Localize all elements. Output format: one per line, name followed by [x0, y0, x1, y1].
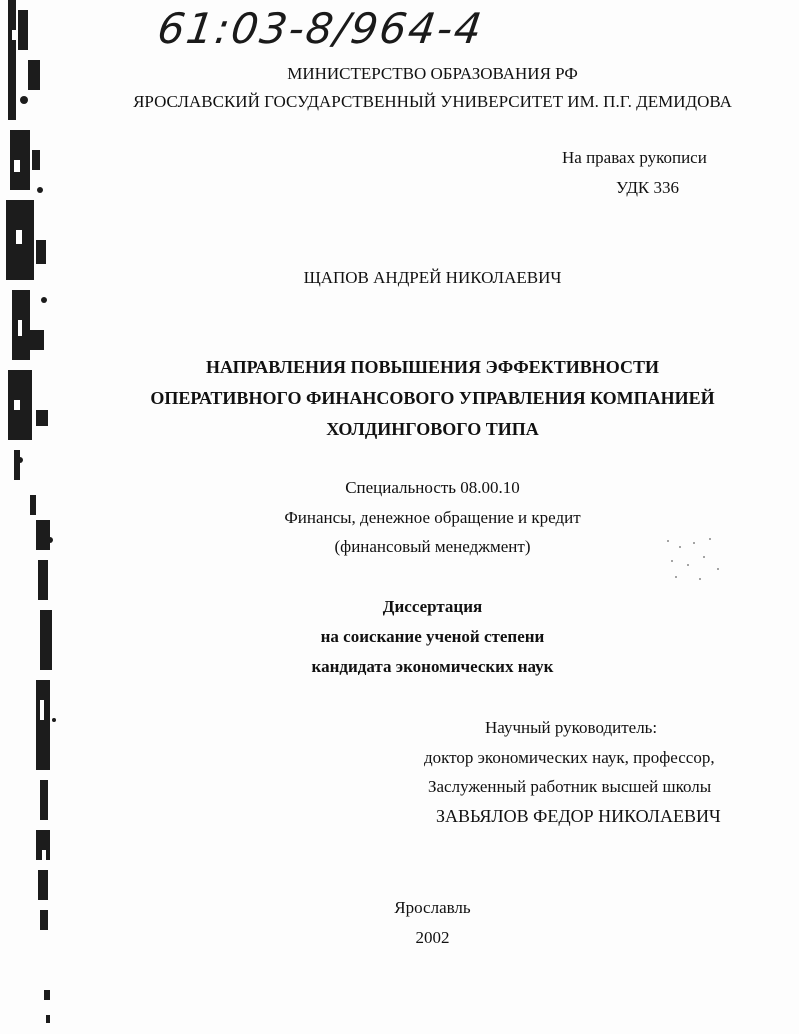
manuscript-rights: На правах рукописи: [562, 148, 707, 167]
archive-handwritten-number: 61:03-8/964-4: [154, 4, 487, 53]
specialty-name: Финансы, денежное обращение и кредит: [284, 508, 581, 527]
author-name: ЩАПОВ АНДРЕЙ НИКОЛАЕВИЧ: [303, 268, 562, 287]
specialty-sub: (финансовый менеджмент): [334, 537, 531, 556]
ministry-heading: МИНИСТЕРСТВО ОБРАЗОВАНИЯ РФ: [287, 64, 578, 83]
title-line-3: ХОЛДИНГОВОГО ТИПА: [326, 419, 539, 439]
city: Ярославль: [394, 898, 471, 917]
university-heading: ЯРОСЛАВСКИЙ ГОСУДАРСТВЕННЫЙ УНИВЕРСИТЕТ ИМ. П.Г. ДЕМИДОВА: [133, 92, 732, 111]
udk-code: УДК 336: [616, 178, 680, 197]
dissertation-type: Диссертация: [382, 597, 483, 616]
supervisor-honor: Заслуженный работник высшей школы: [428, 777, 712, 796]
dissertation-degree: кандидата экономических наук: [311, 657, 554, 676]
scan-speckle-noise: [660, 535, 730, 585]
supervisor-degree: доктор экономических наук, профессор,: [424, 748, 715, 767]
dissertation-purpose: на соискание ученой степени: [320, 627, 545, 646]
specialty-code: Специальность 08.00.10: [345, 478, 520, 497]
title-line-2: ОПЕРАТИВНОГО ФИНАНСОВОГО УПРАВЛЕНИЯ КОМПАНИЕЙ: [150, 388, 715, 408]
supervisor-label: Научный руководитель:: [485, 718, 658, 737]
year: 2002: [415, 928, 450, 947]
supervisor-name: ЗАВЬЯЛОВ ФЕДОР НИКОЛАЕВИЧ: [436, 806, 721, 826]
title-line-1: НАПРАВЛЕНИЯ ПОВЫШЕНИЯ ЭФФЕКТИВНОСТИ: [206, 357, 659, 377]
